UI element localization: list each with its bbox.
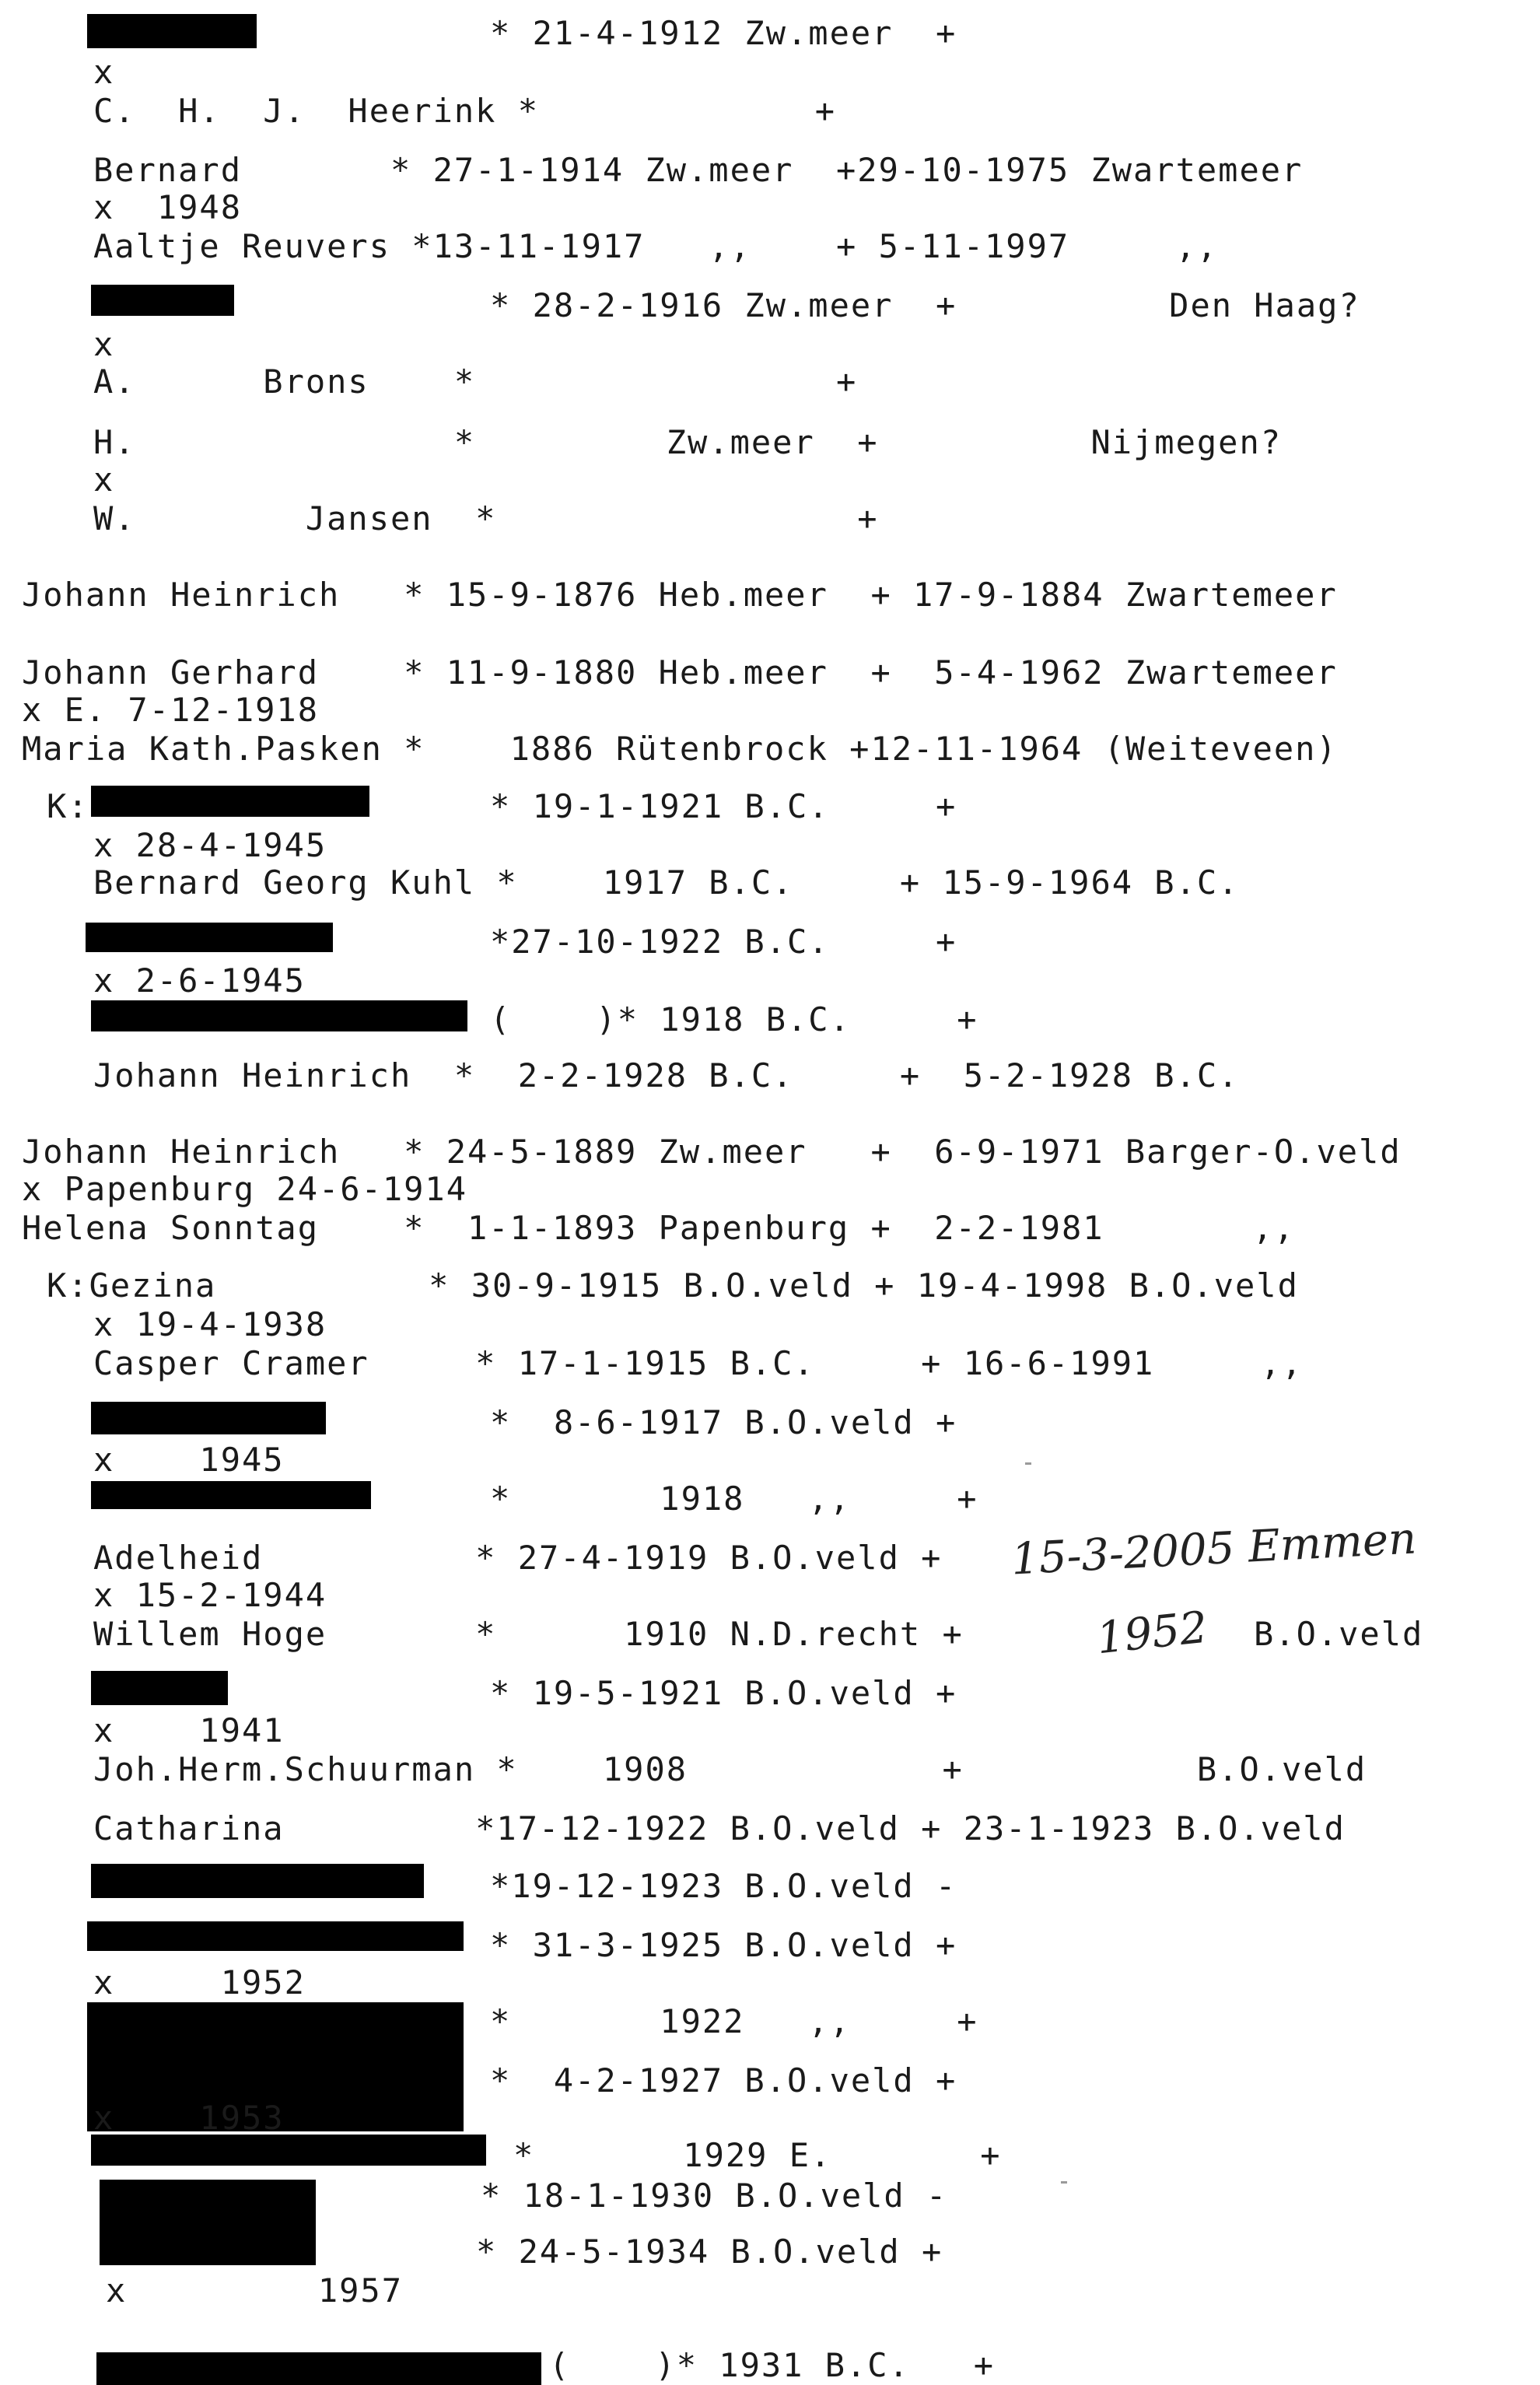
- entry-line: x: [93, 53, 115, 91]
- redaction-bar: [100, 2180, 316, 2265]
- entry-line: * 8-6-1917 B.O.veld +: [490, 1403, 957, 1441]
- entry-line: ( )* 1918 B.C. +: [490, 1000, 978, 1038]
- entry-line: Aaltje Reuvers *13-11-1917 ,, + 5-11-1997 ,,: [93, 227, 1219, 265]
- entry-line: * 28-2-1916 Zw.meer + Den Haag?: [490, 286, 1360, 324]
- entry-line: x: [93, 461, 115, 499]
- entry-line: K:: [47, 787, 89, 825]
- entry-line: Helena Sonntag * 1-1-1893 Papenburg + 2-2-1981 ,,: [22, 1209, 1296, 1247]
- entry-line: Johann Heinrich * 2-2-1928 B.C. + 5-2-1928 B.C.: [93, 1056, 1240, 1094]
- entry-line: Johann Gerhard * 11-9-1880 Heb.meer + 5-4-1962 Zwartemeer: [22, 653, 1338, 692]
- entry-line: Joh.Herm.Schuurman * 1908 + B.O.veld: [93, 1750, 1367, 1788]
- redaction-bar: [91, 1000, 467, 1031]
- redaction-bar: [87, 14, 257, 48]
- entry-line: * 19-1-1921 B.C. +: [490, 787, 957, 825]
- entry-line: * 4-2-1927 B.O.veld +: [490, 2061, 957, 2100]
- entry-line: Willem Hoge * 1910 N.D.recht +: [93, 1615, 964, 1653]
- entry-line: x 1941: [93, 1711, 285, 1749]
- entry-line: Maria Kath.Pasken * 1886 Rütenbrock +12-11-1964 (Weiteveen): [22, 730, 1338, 768]
- entry-line: x 19-4-1938: [93, 1305, 327, 1343]
- entry-line: x 1952: [93, 1963, 306, 2002]
- entry-line: x 2-6-1945: [93, 961, 306, 1000]
- entry-line: Bernard Georg Kuhl * 1917 B.C. + 15-9-1964 B.C.: [93, 863, 1240, 902]
- redaction-bar: [87, 1921, 464, 1951]
- entry-line: * 1922 ,, +: [490, 2002, 978, 2040]
- entry-line: Johann Heinrich * 15-9-1876 Heb.meer + 17-9-1884 Zwartemeer: [22, 576, 1338, 614]
- entry-line: Bernard * 27-1-1914 Zw.meer +29-10-1975 Zwartemeer: [93, 151, 1304, 189]
- redaction-bar: [91, 285, 234, 316]
- entry-line: C. H. J. Heerink * +: [93, 92, 837, 130]
- entry-line: x 1948: [93, 188, 243, 226]
- entry-line: * 19-5-1921 B.O.veld +: [490, 1674, 957, 1712]
- entry-line: *27-10-1922 B.C. +: [490, 923, 957, 961]
- handwritten-death-note: 15-3-2005 Emmen: [1010, 1513, 1418, 1585]
- redaction-bar: [91, 1481, 371, 1509]
- entry-line: *19-12-1923 B.O.veld -: [490, 1867, 957, 1905]
- entry-line: K:Gezina * 30-9-1915 B.O.veld + 19-4-1998 B.O.veld: [47, 1266, 1299, 1305]
- entry-line: Catharina *17-12-1922 B.O.veld + 23-1-1923 B.O.veld: [93, 1809, 1346, 1847]
- entry-line: x E. 7-12-1918: [22, 691, 320, 729]
- entry-line: x 1953: [93, 2099, 285, 2137]
- entry-line: x 15-2-1944: [93, 1576, 327, 1614]
- entry-line: * 18-1-1930 B.O.veld -: [481, 2177, 948, 2215]
- entry-line: ( )* 1931 B.C. +: [549, 2346, 996, 2384]
- entry-line: * 21-4-1912 Zw.meer +: [490, 14, 957, 52]
- entry-line: x 1957: [106, 2271, 404, 2310]
- handwritten-year: 1952: [1094, 1602, 1210, 1665]
- redaction-bar: [91, 1671, 228, 1705]
- entry-line: A. Brons * +: [93, 362, 858, 401]
- entry-line: Adelheid * 27-4-1919 B.O.veld +: [93, 1539, 943, 1577]
- scan-mark: [1061, 2181, 1067, 2184]
- redaction-bar: [86, 923, 333, 952]
- entry-line: x 28-4-1945: [93, 826, 327, 864]
- entry-line: * 1918 ,, +: [490, 1480, 978, 1518]
- entry-line: W. Jansen * +: [93, 499, 879, 538]
- entry-line: * 1929 E. +: [513, 2136, 1002, 2174]
- entry-line: x: [93, 325, 115, 363]
- entry-line: x Papenburg 24-6-1914: [22, 1170, 468, 1208]
- entry-line: B.O.veld: [1254, 1615, 1424, 1653]
- redaction-bar: [91, 2135, 486, 2166]
- redaction-bar: [96, 2352, 541, 2385]
- redaction-bar: [91, 1402, 326, 1434]
- redaction-bar: [91, 786, 369, 817]
- entry-line: Casper Cramer * 17-1-1915 B.C. + 16-6-1991 ,,: [93, 1344, 1304, 1382]
- entry-line: * 24-5-1934 B.O.veld +: [476, 2233, 943, 2271]
- scan-mark: [1025, 1462, 1031, 1465]
- entry-line: Johann Heinrich * 24-5-1889 Zw.meer + 6-9-1971 Barger-O.veld: [22, 1133, 1402, 1171]
- redaction-bar: [91, 1864, 424, 1898]
- entry-line: x 1945: [93, 1441, 285, 1479]
- entry-line: * 31-3-1925 B.O.veld +: [490, 1926, 957, 1964]
- entry-line: H. * Zw.meer + Nijmegen?: [93, 423, 1283, 461]
